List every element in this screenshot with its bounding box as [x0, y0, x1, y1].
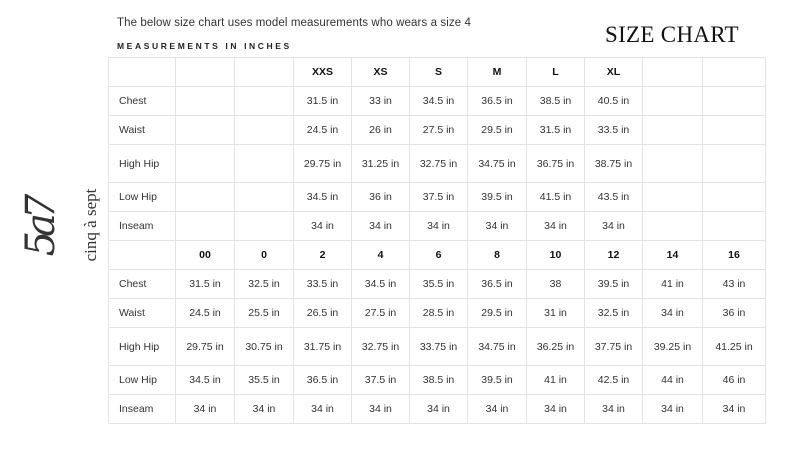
measurement-cell: 38.5 in [527, 87, 585, 116]
measurement-cell: 39.25 in [643, 328, 703, 366]
measurement-cell: 41.25 in [703, 328, 766, 366]
measurement-cell: 34 in [643, 395, 703, 424]
size-header-cell: L [527, 58, 585, 87]
measurement-cell: 31.75 in [294, 328, 352, 366]
measurement-cell [643, 212, 703, 241]
measurement-cell: 43.5 in [585, 183, 643, 212]
measurement-cell: 31.5 in [527, 116, 585, 145]
measurements-subheading: MEASUREMENTS IN INCHES [117, 41, 292, 51]
measurement-cell: 34 in [703, 395, 766, 424]
measurement-cell: 31.25 in [352, 145, 410, 183]
measurement-cell: 34 in [294, 395, 352, 424]
measurement-cell: 24.5 in [176, 299, 235, 328]
brand-logo [18, 175, 98, 275]
measurement-cell [703, 212, 766, 241]
measurement-cell: 29.5 in [468, 299, 527, 328]
measurement-cell: 25.5 in [235, 299, 294, 328]
measurement-cell: 30.75 in [235, 328, 294, 366]
size-header-cell: XS [352, 58, 410, 87]
measurement-cell: 41 in [643, 270, 703, 299]
size-header-cell: 12 [585, 241, 643, 270]
measurement-cell: 26 in [352, 116, 410, 145]
measurement-cell: 32.5 in [235, 270, 294, 299]
measurement-cell [176, 145, 235, 183]
measurement-cell: 32.5 in [585, 299, 643, 328]
size-header-cell [109, 241, 176, 270]
measurement-cell: 34 in [294, 212, 352, 241]
table-row [109, 116, 766, 145]
measurement-cell: 34 in [410, 212, 468, 241]
table-row [109, 299, 766, 328]
measurement-cell: 39.5 in [585, 270, 643, 299]
measurement-cell [703, 183, 766, 212]
size-header-cell: 0 [235, 241, 294, 270]
size-header-cell: 6 [410, 241, 468, 270]
logo-wordmark: cinq à sept [81, 188, 100, 262]
measurement-label: Low Hip [109, 366, 176, 395]
measurement-cell [176, 87, 235, 116]
size-header-cell: 14 [643, 241, 703, 270]
measurement-cell: 27.5 in [410, 116, 468, 145]
measurement-cell [176, 116, 235, 145]
measurement-cell: 36.5 in [294, 366, 352, 395]
measurement-cell: 34.5 in [352, 270, 410, 299]
size-header-cell [643, 58, 703, 87]
size-header-cell: M [468, 58, 527, 87]
measurement-cell: 32.75 in [410, 145, 468, 183]
measurement-cell: 33 in [352, 87, 410, 116]
measurement-cell: 31.5 in [294, 87, 352, 116]
measurement-cell [235, 183, 294, 212]
measurement-cell: 29.75 in [176, 328, 235, 366]
measurement-cell: 34.75 in [468, 328, 527, 366]
measurement-cell: 44 in [643, 366, 703, 395]
measurement-label: Waist [109, 299, 176, 328]
measurement-cell: 36 in [703, 299, 766, 328]
measurement-cell: 43 in [703, 270, 766, 299]
measurement-cell: 27.5 in [352, 299, 410, 328]
measurement-cell [176, 212, 235, 241]
size-header-cell [235, 58, 294, 87]
size-header-cell: 2 [294, 241, 352, 270]
measurement-cell: 38.5 in [410, 366, 468, 395]
size-chart-title: SIZE CHART [605, 22, 739, 47]
measurement-cell: 40.5 in [585, 87, 643, 116]
measurement-cell: 38.75 in [585, 145, 643, 183]
measurement-cell [703, 145, 766, 183]
measurement-cell: 38 [527, 270, 585, 299]
measurement-cell: 34 in [352, 212, 410, 241]
logo-mark: 5a7 [18, 199, 64, 257]
measurement-cell: 41 in [527, 366, 585, 395]
measurement-cell: 29.5 in [468, 116, 527, 145]
measurement-label: High Hip [109, 328, 176, 366]
measurement-label: Chest [109, 87, 176, 116]
size-header-cell [176, 58, 235, 87]
measurement-cell [235, 212, 294, 241]
measurement-cell: 34 in [585, 212, 643, 241]
measurement-cell: 37.5 in [352, 366, 410, 395]
measurement-cell [643, 87, 703, 116]
measurement-cell: 26.5 in [294, 299, 352, 328]
measurement-cell: 36.75 in [527, 145, 585, 183]
measurement-cell: 36 in [352, 183, 410, 212]
measurement-cell [235, 145, 294, 183]
table-row [109, 328, 766, 366]
size-header-cell: 16 [703, 241, 766, 270]
measurement-label: Waist [109, 116, 176, 145]
measurement-cell: 34 in [352, 395, 410, 424]
measurement-cell: 34.5 in [294, 183, 352, 212]
measurement-cell: 29.75 in [294, 145, 352, 183]
intro-text: The below size chart uses model measurements who wears a size 4 [117, 17, 472, 29]
measurement-cell: 36.5 in [468, 270, 527, 299]
measurement-cell [643, 183, 703, 212]
measurement-cell: 36.5 in [468, 87, 527, 116]
measurement-cell: 33.75 in [410, 328, 468, 366]
measurement-cell: 33.5 in [294, 270, 352, 299]
size-header-cell: XXS [294, 58, 352, 87]
measurement-cell: 34 in [585, 395, 643, 424]
size-chart-table [108, 57, 766, 424]
measurement-cell: 34 in [468, 395, 527, 424]
table-row [109, 395, 766, 424]
measurement-cell: 39.5 in [468, 183, 527, 212]
measurement-cell: 33.5 in [585, 116, 643, 145]
size-header-cell: 4 [352, 241, 410, 270]
header-row-numeric-sizes [109, 241, 766, 270]
header-row-letter-sizes [109, 58, 766, 87]
table-row [109, 212, 766, 241]
measurement-cell: 28.5 in [410, 299, 468, 328]
measurement-cell: 34 in [643, 299, 703, 328]
table-row [109, 87, 766, 116]
measurement-cell: 36.25 in [527, 328, 585, 366]
size-header-cell [703, 58, 766, 87]
measurement-cell: 34.75 in [468, 145, 527, 183]
measurement-cell: 42.5 in [585, 366, 643, 395]
measurement-cell: 34.5 in [410, 87, 468, 116]
size-header-cell [109, 58, 176, 87]
measurement-cell: 35.5 in [410, 270, 468, 299]
measurement-cell: 35.5 in [235, 366, 294, 395]
measurement-label: Inseam [109, 395, 176, 424]
table-row [109, 145, 766, 183]
measurement-cell: 34 in [527, 212, 585, 241]
measurement-label: Chest [109, 270, 176, 299]
measurement-cell: 34 in [468, 212, 527, 241]
measurement-cell: 34 in [176, 395, 235, 424]
measurement-cell [235, 116, 294, 145]
measurement-cell: 39.5 in [468, 366, 527, 395]
measurement-cell: 31 in [527, 299, 585, 328]
measurement-cell [703, 116, 766, 145]
measurement-cell: 32.75 in [352, 328, 410, 366]
table-row [109, 366, 766, 395]
size-header-cell: 00 [176, 241, 235, 270]
size-header-cell: S [410, 58, 468, 87]
measurement-label: Low Hip [109, 183, 176, 212]
size-header-cell: 10 [527, 241, 585, 270]
measurement-cell: 31.5 in [176, 270, 235, 299]
size-header-cell: 8 [468, 241, 527, 270]
measurement-cell [176, 183, 235, 212]
measurement-label: High Hip [109, 145, 176, 183]
measurement-cell [643, 145, 703, 183]
measurement-cell [235, 87, 294, 116]
measurement-cell: 34.5 in [176, 366, 235, 395]
measurement-cell: 46 in [703, 366, 766, 395]
measurement-cell: 41.5 in [527, 183, 585, 212]
measurement-cell [643, 116, 703, 145]
size-header-cell: XL [585, 58, 643, 87]
measurement-cell: 34 in [527, 395, 585, 424]
measurement-cell: 34 in [410, 395, 468, 424]
measurement-cell: 34 in [235, 395, 294, 424]
table-row [109, 183, 766, 212]
measurement-label: Inseam [109, 212, 176, 241]
measurement-cell: 24.5 in [294, 116, 352, 145]
measurement-cell: 37.5 in [410, 183, 468, 212]
measurement-cell [703, 87, 766, 116]
measurement-cell: 37.75 in [585, 328, 643, 366]
table-row [109, 270, 766, 299]
